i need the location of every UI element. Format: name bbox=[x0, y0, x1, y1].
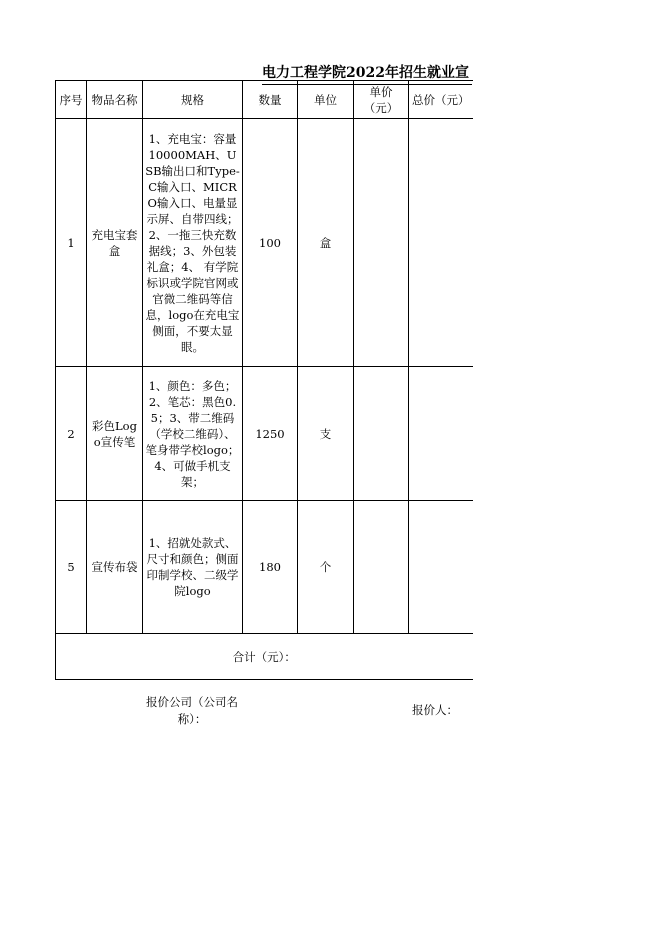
row-unit-price[interactable] bbox=[354, 367, 409, 501]
row-seq: 2 bbox=[56, 367, 87, 501]
row-unit-price[interactable] bbox=[354, 119, 409, 367]
row-unit-price[interactable] bbox=[354, 501, 409, 634]
row-total-price[interactable] bbox=[409, 367, 473, 501]
row-name: 彩色Logo宣传笔 bbox=[87, 367, 143, 501]
row-name: 充电宝套盒 bbox=[87, 119, 143, 367]
table-row bbox=[56, 501, 473, 634]
header-seq: 序号 bbox=[56, 81, 87, 119]
document-title: 电力工程学院2022年招生就业宣 bbox=[262, 62, 472, 85]
total-row bbox=[56, 634, 473, 680]
row-qty: 100 bbox=[243, 119, 298, 367]
row-qty: 180 bbox=[243, 501, 298, 634]
row-name: 宣传布袋 bbox=[87, 501, 143, 634]
header-qty: 数量 bbox=[243, 81, 298, 119]
header-row bbox=[56, 81, 473, 119]
quote-company-label: 报价公司（公司名称）： bbox=[146, 695, 238, 726]
row-unit: 支 bbox=[298, 367, 354, 501]
table-row bbox=[56, 367, 473, 501]
total-label: 合计（元）： bbox=[56, 634, 473, 680]
row-spec: 1、招就处款式、尺寸和颜色；侧面印制学校、二级学院logo bbox=[143, 501, 243, 634]
quote-person-label: 报价人： bbox=[412, 703, 458, 717]
row-unit: 个 bbox=[298, 501, 354, 634]
row-total-price[interactable] bbox=[409, 501, 473, 634]
table-row bbox=[56, 119, 473, 367]
row-qty: 1250 bbox=[243, 367, 298, 501]
header-unit-price: 单价（元） bbox=[354, 81, 409, 119]
header-name: 物品名称 bbox=[87, 81, 143, 119]
row-seq: 5 bbox=[56, 501, 87, 634]
row-spec: 1、充电宝：容量10000MAH、USB输出口和Type-C输入口、MICRO输入口、电量显示屏、自带四线；2、一拖三快充数据线；3、外包装礼盒；4、 有学院标识或学院官网或官微二维码等信息，logo在充电宝侧面，不要太显眼。 bbox=[143, 119, 243, 367]
header-unit: 单位 bbox=[298, 81, 354, 119]
header-total-price: 总价（元） bbox=[409, 81, 473, 119]
row-seq: 1 bbox=[56, 119, 87, 367]
quotation-table bbox=[55, 80, 473, 680]
header-spec: 规格 bbox=[143, 81, 243, 119]
row-total-price[interactable] bbox=[409, 119, 473, 367]
row-spec: 1、颜色：多色；2、笔芯：黑色0.5；3、带二维码（学校二维码）、笔身带学校logo；4、可做手机支架； bbox=[143, 367, 243, 501]
row-unit: 盒 bbox=[298, 119, 354, 367]
